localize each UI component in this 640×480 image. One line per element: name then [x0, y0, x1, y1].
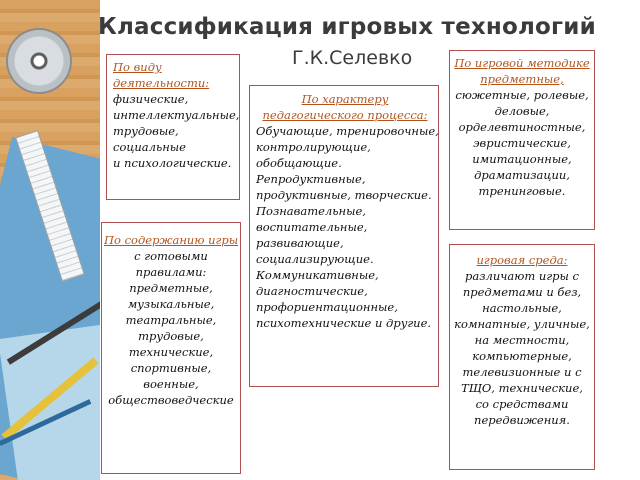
box-line: тренинговые.	[478, 184, 566, 198]
box-line: Коммуникативные,	[256, 268, 379, 282]
box-line: сюжетные, ролевые,	[455, 88, 589, 102]
box-line: ТЩО, технические,	[461, 381, 583, 395]
box-line: орделевтиностные,	[458, 120, 586, 134]
box-line: спортивные,	[130, 361, 212, 375]
desk-photo-decoration	[0, 0, 100, 480]
box-game-methodology	[449, 50, 595, 230]
box-line: социализирующие.	[256, 252, 374, 266]
box-pedagogical-process	[249, 85, 439, 387]
box-line: театральные,	[125, 313, 217, 327]
box-heading: По виду	[113, 60, 162, 74]
box-line: трудовые,	[113, 124, 179, 138]
box-line: на местности,	[474, 333, 570, 347]
box-line: настольные,	[482, 301, 562, 315]
box-line: музыкальные,	[127, 297, 215, 311]
box-line: передвижения.	[474, 413, 570, 427]
box-line: Познавательные,	[256, 204, 366, 218]
box-line: физические,	[113, 92, 189, 106]
box-line: диагностические,	[256, 284, 368, 298]
box-line: Обучающие, тренировочные,	[256, 124, 439, 138]
box-game-content	[101, 222, 241, 474]
box-line: обобщающие.	[256, 156, 342, 170]
slide-subtitle: Г.К.Селевко	[292, 47, 413, 69]
box-line: профориентационные,	[256, 300, 398, 314]
box-line: обществоведческие	[108, 393, 234, 407]
compact-disc-icon	[8, 30, 70, 92]
box-line: имитационные,	[472, 152, 572, 166]
box-line: психотехнические и другие.	[256, 316, 432, 330]
box-line: драматизации,	[474, 168, 570, 182]
box-line: правилами:	[135, 265, 207, 279]
box-line: с готовыми	[134, 249, 208, 263]
box-line: предметами и без,	[462, 285, 582, 299]
box-game-environment	[449, 244, 595, 470]
box-activity-type	[106, 54, 240, 200]
box-line: военные,	[143, 377, 199, 391]
box-heading: предметные,	[480, 72, 564, 86]
box-line: контролирующие,	[256, 140, 371, 154]
box-line: продуктивные, творческие.	[256, 188, 432, 202]
box-line: предметные,	[129, 281, 213, 295]
box-line: и психологические.	[113, 156, 232, 170]
box-line: Репродуктивные,	[256, 172, 366, 186]
box-line: компьютерные,	[472, 349, 572, 363]
box-line: воспитательные,	[256, 220, 368, 234]
box-line: различают игры с	[465, 269, 579, 283]
box-line: интеллектуальные,	[113, 108, 240, 122]
box-line: трудовые,	[138, 329, 204, 343]
box-line: деловые,	[494, 104, 550, 118]
box-heading: деятельности:	[113, 76, 210, 90]
box-heading: По игровой методике	[454, 56, 590, 70]
box-heading: игровая среда:	[476, 253, 568, 267]
box-heading: По содержанию игры	[104, 233, 239, 247]
box-line: телевизионные и с	[462, 365, 582, 379]
box-line: со средствами	[475, 397, 569, 411]
box-line: развивающие,	[256, 236, 344, 250]
box-heading: По характеру	[301, 92, 389, 106]
box-line: социальные	[113, 140, 186, 154]
box-line: технические,	[128, 345, 214, 359]
slide-title: Классификация игровых технологий	[98, 14, 596, 40]
box-line: комнатные, уличные,	[454, 317, 590, 331]
box-line: эвристические,	[473, 136, 571, 150]
box-heading: педагогического процесса:	[262, 108, 428, 122]
